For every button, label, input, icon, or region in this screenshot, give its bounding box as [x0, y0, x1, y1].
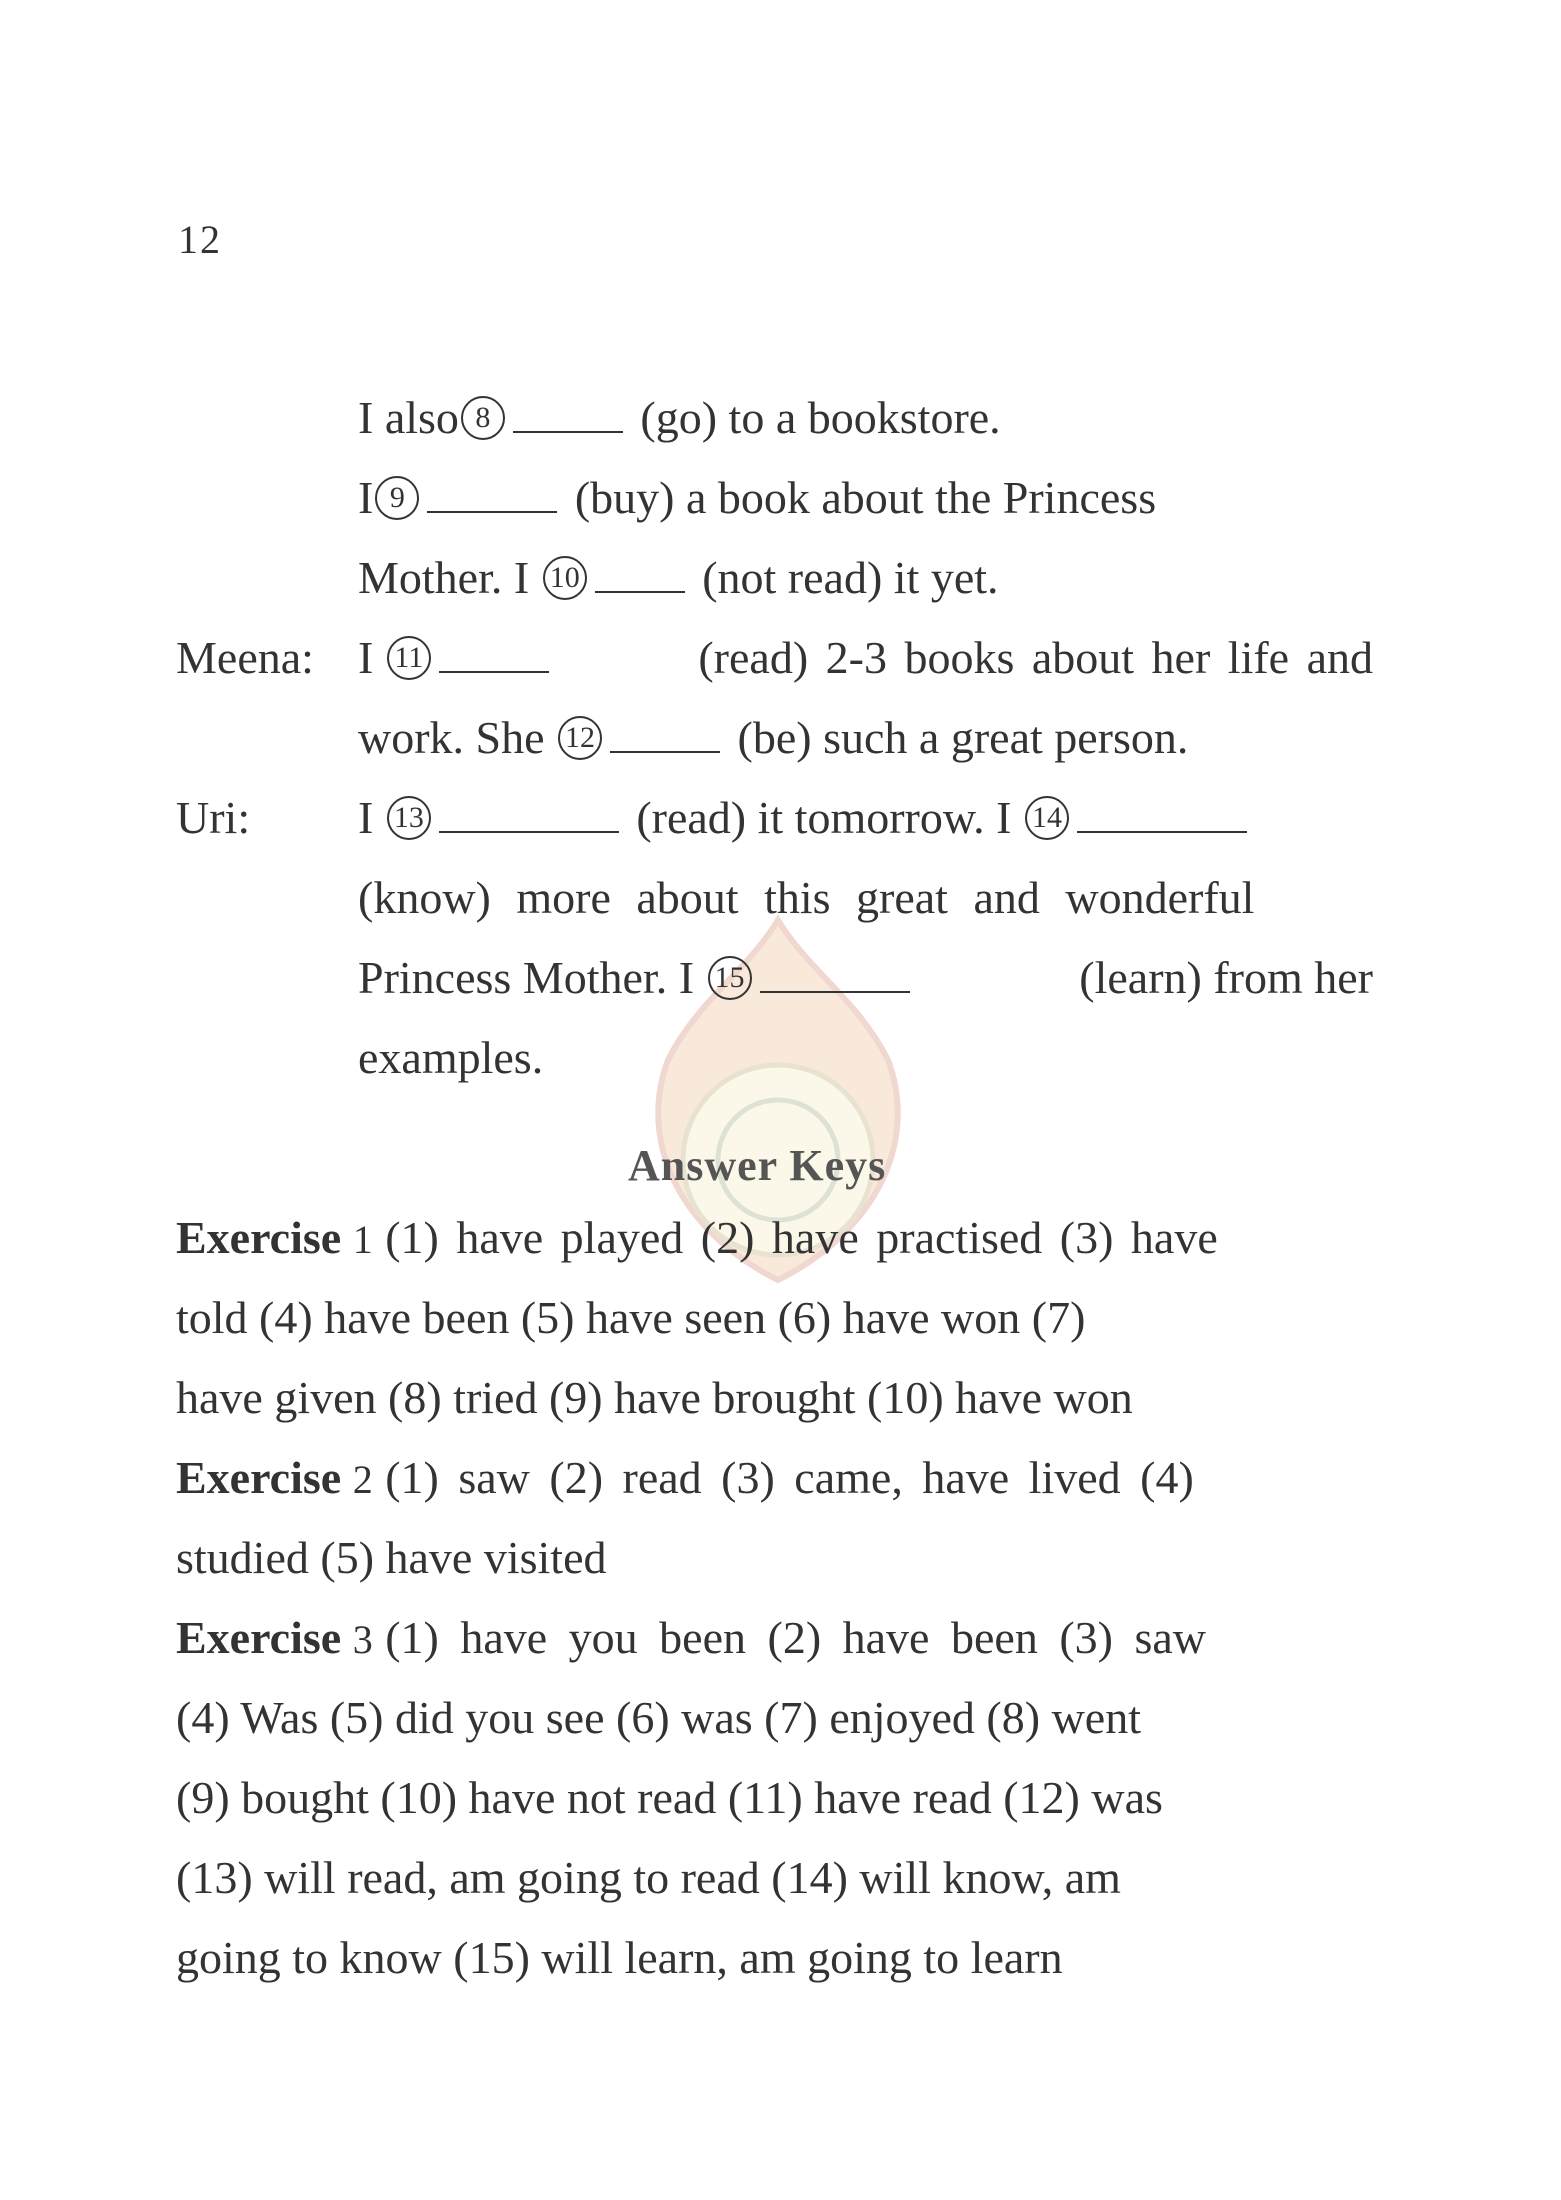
- dialogue-line-2: I 9 (buy) a book about the Princess: [358, 472, 1157, 523]
- page-number: 12: [178, 217, 222, 262]
- exercise-1-line-2: told (4) have been (5) have seen (6) have won (7): [176, 1292, 1086, 1343]
- item-number-14: 14: [1025, 796, 1069, 840]
- item-number-12: 12: [558, 716, 602, 760]
- exercise-3-line-4: (13) will read, am going to read (14) will know, am: [176, 1852, 1121, 1903]
- dialogue-line-7: (know) more about this great and wonderful: [358, 872, 1255, 923]
- dialogue-line-5: work. She 12 (be) such a great person.: [358, 712, 1189, 763]
- exercise-3-line-5: going to know (15) will learn, am going to learn: [176, 1932, 1063, 1983]
- answer-blank[interactable]: [513, 397, 623, 433]
- item-number-13: 13: [387, 796, 431, 840]
- item-number-8: 8: [461, 396, 505, 440]
- answer-blank[interactable]: [610, 717, 720, 753]
- answer-blank[interactable]: [427, 477, 557, 513]
- exercise-3-line-1: Exercise 3 (1) have you been (2) have been (3) saw: [176, 1612, 1206, 1663]
- exercise-1-line-3: have given (8) tried (9) have brought (10) have won: [176, 1372, 1133, 1423]
- answer-blank[interactable]: [595, 557, 685, 593]
- exercise-3-line-3: (9) bought (10) have not read (11) have read (12) was: [176, 1772, 1163, 1823]
- answer-blank[interactable]: [439, 637, 549, 673]
- exercise-2-line-1: Exercise 2 (1) saw (2) read (3) came, have lived (4): [176, 1452, 1194, 1503]
- answer-blank[interactable]: [1077, 797, 1247, 833]
- answer-keys-heading: Answer Keys: [628, 1141, 887, 1190]
- dialogue-line-9: examples.: [358, 1032, 544, 1083]
- dialogue-line-6: I 13 (read) it tomorrow. I 14: [358, 795, 1253, 844]
- speaker-uri: Uri:: [176, 792, 251, 843]
- answer-blank[interactable]: [439, 797, 619, 833]
- item-number-15: 15: [708, 956, 752, 1000]
- exercise-3-line-2: (4) Was (5) did you see (6) was (7) enjoyed (8) went: [176, 1692, 1141, 1743]
- item-number-9: 9: [375, 476, 419, 520]
- item-number-10: 10: [543, 556, 587, 600]
- dialogue-line-3: Mother. I 10 (not read) it yet.: [358, 552, 999, 603]
- answer-blank[interactable]: [760, 957, 910, 993]
- dialogue-line-8: Princess Mother. I 15 (learn) from her: [358, 952, 1373, 1003]
- dialogue-line-4: I 11 (read) 2-3 books about her life and: [358, 632, 1373, 683]
- exercise-2-line-2: studied (5) have visited: [176, 1532, 607, 1583]
- dialogue-line-1: I also 8 (go) to a bookstore.: [358, 392, 1001, 443]
- item-number-11: 11: [387, 636, 431, 680]
- exercise-1-line-1: Exercise 1 (1) have played (2) have practised (3) have: [176, 1212, 1218, 1263]
- speaker-meena: Meena:: [176, 632, 314, 683]
